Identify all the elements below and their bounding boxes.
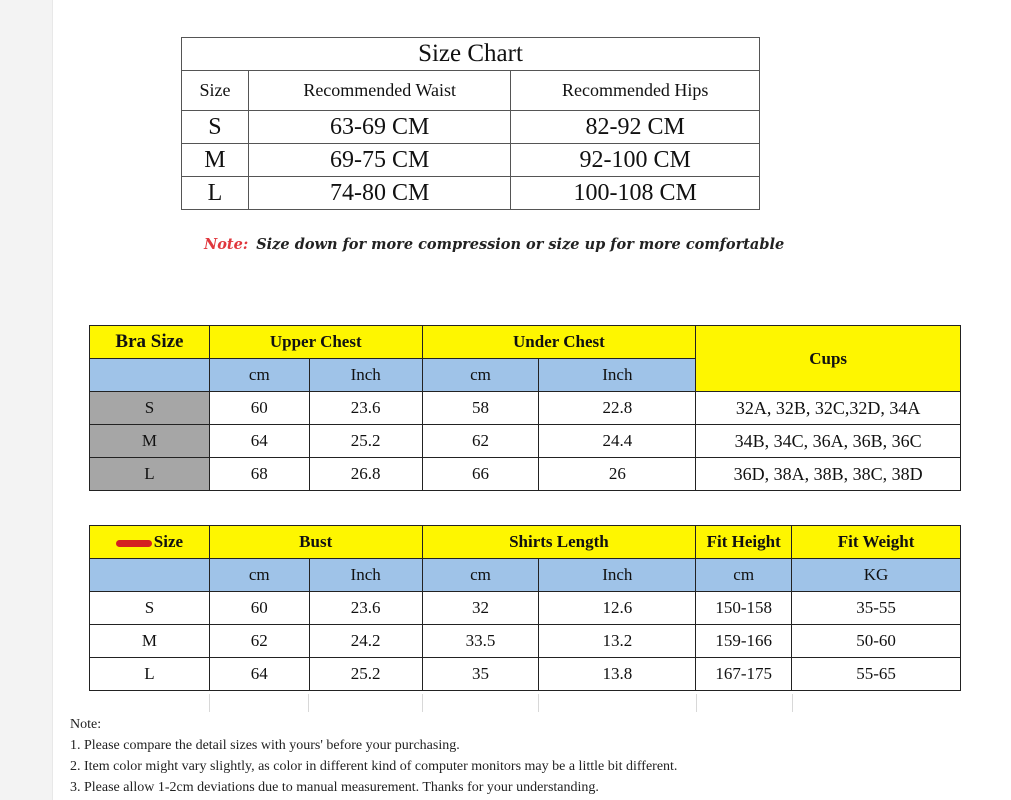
header-fit-height: Fit Height — [696, 526, 792, 559]
waist-cell: 69-75 CM — [248, 144, 511, 177]
table-divider — [422, 694, 423, 712]
under-cm-cell: 66 — [422, 458, 539, 491]
hips-cell: 100-108 CM — [511, 177, 760, 210]
size-cell: L — [90, 458, 210, 491]
upper-cm-cell: 64 — [209, 425, 309, 458]
header-bust: Bust — [209, 526, 422, 559]
waist-cell: 63-69 CM — [248, 111, 511, 144]
length-inch-cell: 12.6 — [539, 592, 696, 625]
height-cell: 159-166 — [696, 625, 792, 658]
table-row — [90, 458, 961, 491]
top-size-table — [89, 525, 961, 691]
size-cell: S — [90, 592, 210, 625]
bust-cm-cell: 64 — [209, 658, 309, 691]
header-shirts-length: Shirts Length — [422, 526, 696, 559]
unit-cell: cm — [422, 359, 539, 392]
bust-inch-cell: 24.2 — [309, 625, 422, 658]
table-divider — [792, 694, 793, 712]
height-cell: 167-175 — [696, 658, 792, 691]
under-cm-cell: 62 — [422, 425, 539, 458]
header-fit-weight: Fit Weight — [792, 526, 961, 559]
height-cell: 150-158 — [696, 592, 792, 625]
under-cm-cell: 58 — [422, 392, 539, 425]
table-row — [90, 392, 961, 425]
waist-cell: 74-80 CM — [248, 177, 511, 210]
weight-cell: 50-60 — [792, 625, 961, 658]
compression-note — [204, 236, 784, 253]
hips-cell: 82-92 CM — [511, 111, 760, 144]
header-hips: Recommended Hips — [511, 71, 760, 111]
bust-cm-cell: 62 — [209, 625, 309, 658]
unit-cell: cm — [209, 359, 309, 392]
length-inch-cell: 13.8 — [539, 658, 696, 691]
footer-notes — [70, 714, 677, 798]
unit-cell: Inch — [309, 359, 422, 392]
unit-blank — [90, 359, 210, 392]
table-row — [182, 144, 760, 177]
table-row — [90, 592, 961, 625]
note-line: 3. Please allow 1-2cm deviations due to manual measurement. Thanks for your understanding. — [70, 780, 599, 795]
table-divider — [209, 694, 210, 712]
table-row — [90, 625, 961, 658]
size-cell: S — [182, 111, 249, 144]
bra-size-table — [89, 325, 961, 491]
unit-blank — [90, 559, 210, 592]
bust-inch-cell: 23.6 — [309, 592, 422, 625]
cups-cell: 32A, 32B, 32C,32D, 34A — [696, 392, 961, 425]
table-row — [90, 658, 961, 691]
size-cell: L — [182, 177, 249, 210]
upper-cm-cell: 68 — [209, 458, 309, 491]
table-row — [90, 425, 961, 458]
hips-cell: 92-100 CM — [511, 144, 760, 177]
under-inch-cell: 24.4 — [539, 425, 696, 458]
header-cups: Cups — [696, 326, 961, 392]
upper-inch-cell: 25.2 — [309, 425, 422, 458]
cups-cell: 36D, 38A, 38B, 38C, 38D — [696, 458, 961, 491]
note-line: 1. Please compare the detail sizes with yours' before your purchasing. — [70, 738, 460, 753]
upper-cm-cell: 60 — [209, 392, 309, 425]
weight-cell: 55-65 — [792, 658, 961, 691]
table-divider — [538, 694, 539, 712]
unit-cell: KG — [792, 559, 961, 592]
header-waist: Recommended Waist — [248, 71, 511, 111]
unit-cell: cm — [696, 559, 792, 592]
unit-cell: cm — [209, 559, 309, 592]
header-size: Size — [182, 71, 249, 111]
length-cm-cell: 35 — [422, 658, 539, 691]
note-label: Note: — [204, 236, 249, 253]
header-under-chest: Under Chest — [422, 326, 696, 359]
upper-inch-cell: 26.8 — [309, 458, 422, 491]
length-cm-cell: 33.5 — [422, 625, 539, 658]
table-divider — [696, 694, 697, 712]
bust-cm-cell: 60 — [209, 592, 309, 625]
size-cell: M — [90, 425, 210, 458]
size-chart-title: Size Chart — [182, 38, 760, 71]
length-cm-cell: 32 — [422, 592, 539, 625]
note-line: 2. Item color might vary slightly, as color in different kind of computer monitors may be a little bit different. — [70, 759, 678, 774]
unit-cell: Inch — [309, 559, 422, 592]
size-cell: L — [90, 658, 210, 691]
unit-cell: Inch — [539, 359, 696, 392]
size-cell: S — [90, 392, 210, 425]
notes-title: Note: — [70, 717, 102, 732]
length-inch-cell: 13.2 — [539, 625, 696, 658]
unit-cell: Inch — [539, 559, 696, 592]
table-row — [182, 177, 760, 210]
size-cell: M — [90, 625, 210, 658]
under-inch-cell: 26 — [539, 458, 696, 491]
header-upper-chest: Upper Chest — [209, 326, 422, 359]
upper-inch-cell: 23.6 — [309, 392, 422, 425]
header-top-size: Size — [90, 526, 210, 559]
unit-cell: cm — [422, 559, 539, 592]
header-bra-size: Bra Size — [90, 326, 210, 359]
note-text: Size down for more compression or size up for more comfortable — [256, 236, 785, 253]
page-margin — [0, 0, 53, 800]
table-divider — [308, 694, 309, 712]
size-cell: M — [182, 144, 249, 177]
weight-cell: 35-55 — [792, 592, 961, 625]
under-inch-cell: 22.8 — [539, 392, 696, 425]
table-row — [182, 111, 760, 144]
cups-cell: 34B, 34C, 36A, 36B, 36C — [696, 425, 961, 458]
red-mark-icon — [116, 540, 152, 547]
size-chart-table — [181, 37, 760, 210]
bust-inch-cell: 25.2 — [309, 658, 422, 691]
